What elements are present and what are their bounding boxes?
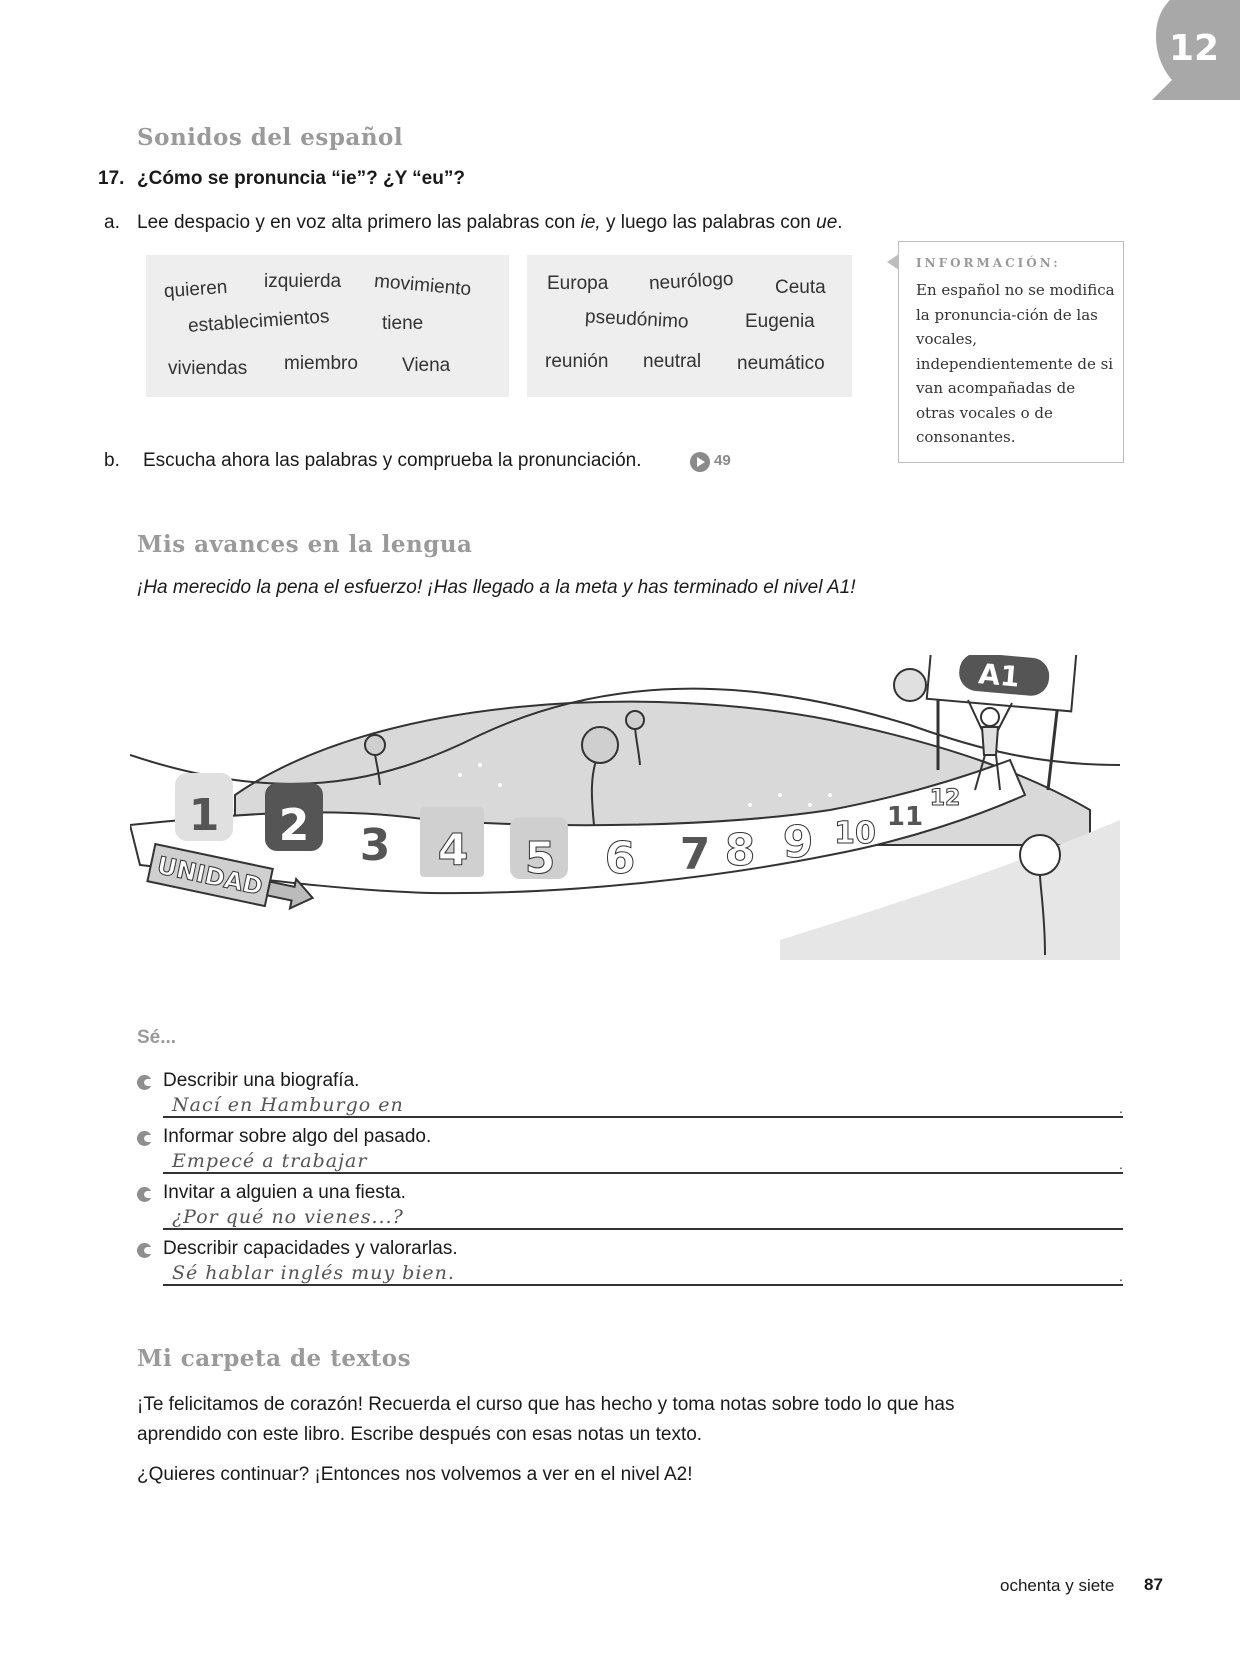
page-number-words: ochenta y siete bbox=[1000, 1576, 1115, 1595]
part-b-instruction: Escucha ahora las palabras y comprueba la pronunciación. bbox=[143, 450, 642, 471]
line-dot: . bbox=[1119, 1156, 1123, 1172]
part-a-text-2: y luego las palabras con bbox=[600, 212, 817, 233]
word: Viena bbox=[402, 355, 451, 376]
part-b-letter: b. bbox=[104, 450, 120, 471]
progress-board-illustration bbox=[130, 655, 1130, 960]
line-dot: . bbox=[1119, 1100, 1123, 1116]
word: Europa bbox=[547, 273, 609, 294]
answer-line bbox=[163, 1172, 1123, 1174]
unit-number: 12 bbox=[1168, 28, 1220, 69]
word: tiene bbox=[382, 313, 424, 334]
word: izquierda bbox=[264, 271, 342, 292]
square-8: 8 bbox=[724, 825, 756, 876]
answer-line bbox=[163, 1228, 1123, 1230]
can-do-answer[interactable]: Sé hablar inglés muy bien. bbox=[172, 1262, 455, 1284]
pointer-icon bbox=[887, 254, 899, 270]
word: miembro bbox=[284, 353, 358, 374]
can-do-answer[interactable]: ¿Por qué no vienes...? bbox=[172, 1206, 404, 1228]
page-number: 87 bbox=[1144, 1575, 1163, 1594]
can-do-label: Invitar a alguien a una fiesta. bbox=[163, 1182, 406, 1203]
part-a-em-ie: ie, bbox=[580, 212, 601, 233]
part-a-letter: a. bbox=[104, 212, 120, 233]
answer-line bbox=[163, 1116, 1123, 1118]
bullet-icon bbox=[137, 1075, 152, 1090]
line-dot: . bbox=[1119, 1268, 1123, 1284]
unit-badge bbox=[1140, 0, 1240, 100]
square-5: 5 bbox=[524, 833, 556, 884]
bullet-icon bbox=[137, 1187, 152, 1202]
paragraph-1: ¡Te felicitamos de corazón! Recuerda el curso que has hecho y toma notas sobre todo lo que has aprendido con este libro. Escribe después con esas notas un texto. bbox=[137, 1394, 955, 1445]
part-a-text-1: Lee despacio y en voz alta primero las palabras con bbox=[137, 212, 581, 233]
word: pseudónimo bbox=[584, 306, 690, 333]
square-4: 4 bbox=[437, 825, 469, 876]
exercise-title: ¿Cómo se pronuncia “ie”? ¿Y “eu”? bbox=[137, 168, 465, 189]
unidad-sign-label: UNIDAD bbox=[154, 851, 266, 901]
section-intro: ¡Ha merecido la pena el esfuerzo! ¡Has llegado a la meta y has terminado el nivel A1! bbox=[137, 577, 856, 598]
section-title-sonidos: Sonidos del español bbox=[137, 124, 404, 151]
section-title-avances: Mis avances en la lengua bbox=[137, 531, 473, 558]
se-label: Sé... bbox=[137, 1027, 177, 1048]
square-6: 6 bbox=[604, 833, 636, 884]
info-title: INFORMACIÓN: bbox=[916, 256, 1061, 270]
paragraph-2: ¿Quieres continuar? ¡Entonces nos volvemos a ver en el nivel A2! bbox=[137, 1464, 693, 1485]
part-a-em-ue: ue bbox=[816, 212, 838, 233]
banner-label: A1 bbox=[977, 657, 1022, 694]
square-7: 7 bbox=[679, 829, 711, 880]
info-body: En español no se modifica la pronuncia-ción de las vocales, independientemente de si van acompañadas de otras vocales o de consonantes. bbox=[916, 281, 1115, 446]
can-do-label: Describir capacidades y valorarlas. bbox=[163, 1238, 458, 1259]
word: neumático bbox=[737, 353, 825, 374]
info-box bbox=[898, 241, 1124, 463]
square-1: 1 bbox=[188, 790, 220, 841]
square-11: 11 bbox=[886, 802, 924, 832]
bullet-icon bbox=[137, 1131, 152, 1146]
word: Ceuta bbox=[775, 277, 826, 298]
word: movimiento bbox=[373, 270, 472, 301]
square-9: 9 bbox=[782, 817, 814, 868]
can-do-answer[interactable]: Empecé a trabajar bbox=[172, 1150, 368, 1172]
answer-line bbox=[163, 1284, 1123, 1286]
word-box-ie bbox=[146, 255, 509, 397]
can-do-label: Informar sobre algo del pasado. bbox=[163, 1126, 432, 1147]
square-3: 3 bbox=[359, 820, 391, 871]
audio-track-number: 49 bbox=[714, 452, 731, 469]
exercise-number: 17. bbox=[98, 168, 125, 189]
square-10: 10 bbox=[834, 816, 876, 851]
word: reunión bbox=[545, 351, 609, 372]
part-a-instruction bbox=[137, 212, 843, 234]
word: Eugenia bbox=[745, 311, 815, 332]
word: neurólogo bbox=[648, 268, 734, 295]
word-box-eu bbox=[527, 255, 852, 397]
square-2: 2 bbox=[278, 800, 310, 851]
word: viviendas bbox=[168, 358, 248, 379]
square-12: 12 bbox=[929, 786, 961, 811]
section-title-carpeta: Mi carpeta de textos bbox=[137, 1345, 412, 1372]
play-audio-icon[interactable] bbox=[690, 452, 710, 472]
word: quieren bbox=[163, 276, 229, 303]
word: neutral bbox=[643, 351, 702, 372]
can-do-label: Describir una biografía. bbox=[163, 1070, 360, 1091]
bullet-icon bbox=[137, 1243, 152, 1258]
can-do-answer[interactable]: Nací en Hamburgo en bbox=[172, 1094, 404, 1116]
word: establecimientos bbox=[187, 306, 331, 337]
part-a-text-3: . bbox=[837, 212, 843, 233]
